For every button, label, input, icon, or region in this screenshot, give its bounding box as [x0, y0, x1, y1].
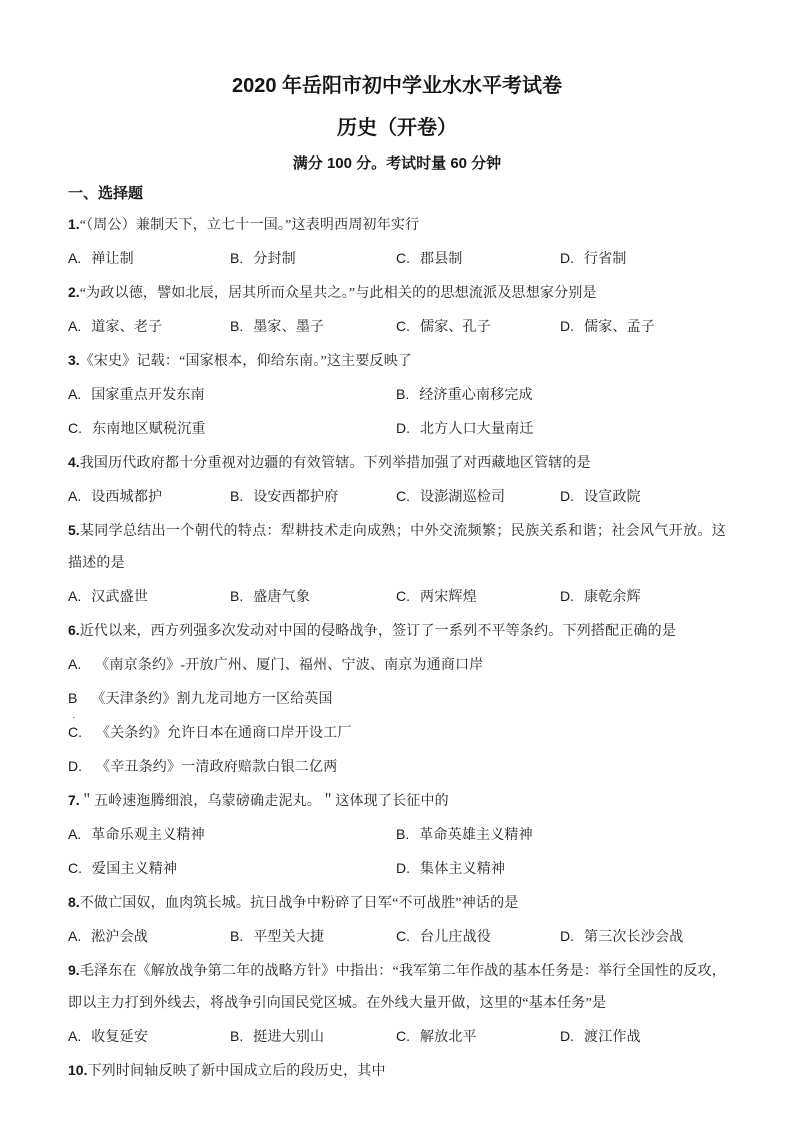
- question-stem-text: 《宋史》记载：“国家根本，仰给东南。”这主要反映了: [79, 354, 413, 369]
- question-8: [68, 886, 726, 954]
- exam-title: 2020 年岳阳市初中学业水水平考试卷: [231, 75, 563, 97]
- option-label: D.: [560, 250, 574, 266]
- option-D: [560, 580, 726, 614]
- option-label: B.: [230, 488, 244, 504]
- option-label: C.: [396, 588, 410, 604]
- option-D: [396, 852, 726, 886]
- option-label: D.: [560, 488, 574, 504]
- options-group: [68, 1020, 726, 1054]
- option-label: B.: [230, 1028, 244, 1044]
- option-text: 集体主义精神: [420, 862, 506, 877]
- option-D: [560, 310, 726, 344]
- option-text: 北方人口大量南迁: [420, 422, 534, 437]
- option-label: B.: [396, 826, 410, 842]
- option-label: C.: [396, 318, 410, 334]
- question-9: [68, 954, 726, 1054]
- options-group: [68, 920, 726, 954]
- option-C: [396, 920, 560, 954]
- option-text: 康乾余辉: [584, 590, 641, 605]
- question-stem: [68, 276, 726, 310]
- option-D: [396, 412, 726, 446]
- option-label: B.: [396, 386, 410, 402]
- option-text: 渡江作战: [584, 1030, 641, 1045]
- question-number: 5.: [68, 522, 80, 538]
- option-C: [68, 852, 396, 886]
- question-4: [68, 446, 726, 514]
- option-label: C.: [396, 1028, 410, 1044]
- option-label: D.: [396, 860, 410, 876]
- option-text: 汉武盛世: [91, 590, 149, 605]
- option-label: A.: [68, 250, 82, 266]
- options-group: [68, 480, 726, 514]
- option-label: A.: [68, 826, 82, 842]
- option-label: A.: [68, 928, 82, 944]
- option-text: 设宣政院: [584, 490, 641, 505]
- option-text: 禅让制: [91, 252, 134, 267]
- section-heading: 一、选择题: [68, 185, 144, 202]
- option-B: [396, 378, 726, 412]
- question-1: [68, 208, 726, 276]
- question-3: [68, 344, 726, 446]
- option-text: 革命乐观主义精神: [91, 828, 205, 843]
- option-B: [230, 920, 396, 954]
- question-stem-text: ＂五岭速迤腾细浪，乌蒙磅确走泥丸。＂这体现了长征中的: [79, 794, 449, 809]
- option-D: [560, 1020, 726, 1054]
- option-label: A.: [68, 318, 82, 334]
- question-stem-text: 某同学总结出一个朝代的特点：犁耕技术走向成熟；中外交流频繁；民族关系和谐；社会风气开放。这描述的是: [68, 524, 726, 571]
- question-stem-text: “为政以德，譬如北辰，居其所而众星共之。”与此相关的的思想流派及思想家分别是: [79, 286, 597, 301]
- option-A: [68, 648, 726, 682]
- option-text: 分封制: [253, 252, 296, 267]
- question-stem-text: 毛泽东在《解放战争第二年的战略方针》中指出：“我军第二年作战的基本任务是：举行全国性的反攻，即以主力打到外线去，将战争引向国民党区城。在外线大量开做，这里的“基本任务”是: [68, 964, 726, 1011]
- question-stem-text: 我国历代政府都十分重视对边疆的有效管辖。下列举措加强了对西藏地区管辖的是: [79, 456, 591, 471]
- option-text: 革命英雄主义精神: [419, 828, 533, 843]
- option-text: 东南地区赋税沉重: [92, 422, 206, 437]
- option-B: [230, 580, 396, 614]
- question-stem: [68, 514, 726, 580]
- option-C: [396, 1020, 560, 1054]
- option-B: [230, 310, 396, 344]
- option-label: C.: [68, 860, 82, 876]
- option-A: [68, 310, 230, 344]
- option-label: B.: [230, 588, 244, 604]
- question-7: [68, 784, 726, 886]
- option-text: 儒家、孟子: [584, 320, 655, 335]
- question-stem-text: 下列时间轴反映了新中国成立后的段历史，其中: [87, 1064, 386, 1079]
- option-text: 郡县制: [420, 252, 463, 267]
- option-B: [230, 1020, 396, 1054]
- option-text: 爱国主义精神: [92, 862, 178, 877]
- option-text: 设西城都护: [91, 490, 163, 505]
- option-label: D.: [560, 1028, 574, 1044]
- option-label: A.: [68, 656, 82, 672]
- option-text: 道家、老子: [91, 320, 163, 335]
- question-stem: [68, 446, 726, 480]
- options-group: [68, 378, 726, 446]
- option-label: B.: [230, 250, 244, 266]
- option-text: 解放北平: [420, 1030, 477, 1045]
- option-D: [68, 750, 726, 784]
- option-label: A.: [68, 488, 82, 504]
- option-label: A.: [68, 1028, 82, 1044]
- option-D: [560, 920, 726, 954]
- options-group: [68, 310, 726, 344]
- options-group: [68, 242, 726, 276]
- question-number: 2.: [68, 284, 80, 300]
- option-text: 两宋辉煌: [420, 590, 477, 605]
- option-text: 经济重心南移完成: [419, 388, 533, 403]
- option-B: [230, 480, 396, 514]
- option-text: 国家重点开发东南: [91, 388, 205, 403]
- option-text: 淞沪会战: [91, 930, 149, 945]
- option-label: D.: [560, 928, 574, 944]
- option-label: D.: [396, 420, 410, 436]
- option-C: [68, 412, 396, 446]
- option-text: 设澎湖巡检司: [420, 490, 506, 505]
- exam-score-duration: 满分 100 分。考试时量 60 分钟: [292, 155, 502, 172]
- options-group: [68, 648, 726, 784]
- option-label: D.: [68, 758, 82, 774]
- stray-ink-mark: ·: [72, 712, 76, 724]
- page-content: [68, 62, 726, 1088]
- option-text: 《关条约》允许日本在通商口岸开设工厂: [96, 726, 352, 741]
- question-list: [68, 208, 726, 1088]
- option-text: 墨家、墨子: [253, 320, 325, 335]
- option-D: [560, 480, 726, 514]
- question-number: 8.: [68, 894, 80, 910]
- option-label: D.: [560, 318, 574, 334]
- question-2: [68, 276, 726, 344]
- option-B: [230, 242, 396, 276]
- option-A: [68, 580, 230, 614]
- option-label: C.: [396, 488, 410, 504]
- option-label: A.: [68, 386, 82, 402]
- question-number: 7.: [68, 792, 80, 808]
- option-text: 挺进大别山: [253, 1030, 325, 1045]
- question-stem: [68, 208, 726, 242]
- question-stem: [68, 344, 726, 378]
- options-group: [68, 818, 726, 886]
- question-stem-text: “（周公）兼制天下，立七十一国。”这表明西周初年实行: [79, 218, 420, 233]
- question-stem: [68, 1054, 726, 1088]
- option-B: [396, 818, 726, 852]
- exam-subject-title: 历史（开卷）: [337, 117, 457, 139]
- option-C: [396, 242, 560, 276]
- question-stem: [68, 784, 726, 818]
- option-text: 《天津条约》割九龙司地方一区给英国: [91, 692, 333, 707]
- question-stem-text: 近代以来，西方列强多次发动对中国的侵略战争，签订了一系列不平等条约。下列搭配正确的是: [79, 624, 677, 639]
- question-number: 6.: [68, 622, 80, 638]
- question-number: 10.: [68, 1062, 88, 1078]
- option-label: B: [68, 690, 78, 706]
- question-stem: [68, 886, 726, 920]
- option-A: [68, 378, 396, 412]
- option-label: C.: [68, 420, 82, 436]
- option-label: D.: [560, 588, 574, 604]
- option-label: B.: [230, 928, 244, 944]
- option-C: [396, 310, 560, 344]
- option-A: [68, 818, 396, 852]
- option-A: [68, 920, 230, 954]
- option-text: 盛唐气象: [253, 590, 311, 605]
- options-group: [68, 580, 726, 614]
- option-C: [396, 480, 560, 514]
- option-label: C.: [396, 928, 410, 944]
- question-number: 1.: [68, 216, 80, 232]
- option-label: B.: [230, 318, 244, 334]
- option-text: 行省制: [584, 252, 627, 267]
- question-number: 9.: [68, 962, 80, 978]
- question-stem: [68, 954, 726, 1020]
- option-text: 儒家、孔子: [420, 320, 491, 335]
- question-number: 4.: [68, 454, 80, 470]
- option-text: 台儿庄战役: [420, 930, 491, 945]
- option-D: [560, 242, 726, 276]
- question-5: [68, 514, 726, 614]
- option-text: 《南京条约》-开放广州、厦门、福州、宁波、南京为通商口岸: [95, 658, 484, 673]
- question-stem: [68, 614, 726, 648]
- option-A: [68, 1020, 230, 1054]
- option-text: 设安西都护府: [253, 490, 339, 505]
- option-B: [68, 682, 726, 724]
- option-C: [68, 716, 726, 750]
- option-A: [68, 480, 230, 514]
- question-6: [68, 614, 726, 784]
- option-text: 收复延安: [91, 1030, 149, 1045]
- option-text: 《辛丑条约》一清政府赔款白银二亿两: [96, 760, 338, 775]
- option-label: A.: [68, 588, 82, 604]
- option-C: [396, 580, 560, 614]
- option-text: 第三次长沙会战: [584, 930, 684, 945]
- option-label: C.: [396, 250, 410, 266]
- question-10: [68, 1054, 726, 1088]
- option-label: C.: [68, 724, 82, 740]
- question-number: 3.: [68, 352, 80, 368]
- option-A: [68, 242, 230, 276]
- option-text: 平型关大捷: [253, 930, 325, 945]
- question-stem-text: 不做亡国奴，血肉筑长城。抗日战争中粉碎了日军“不可战胜”神话的是: [79, 896, 519, 911]
